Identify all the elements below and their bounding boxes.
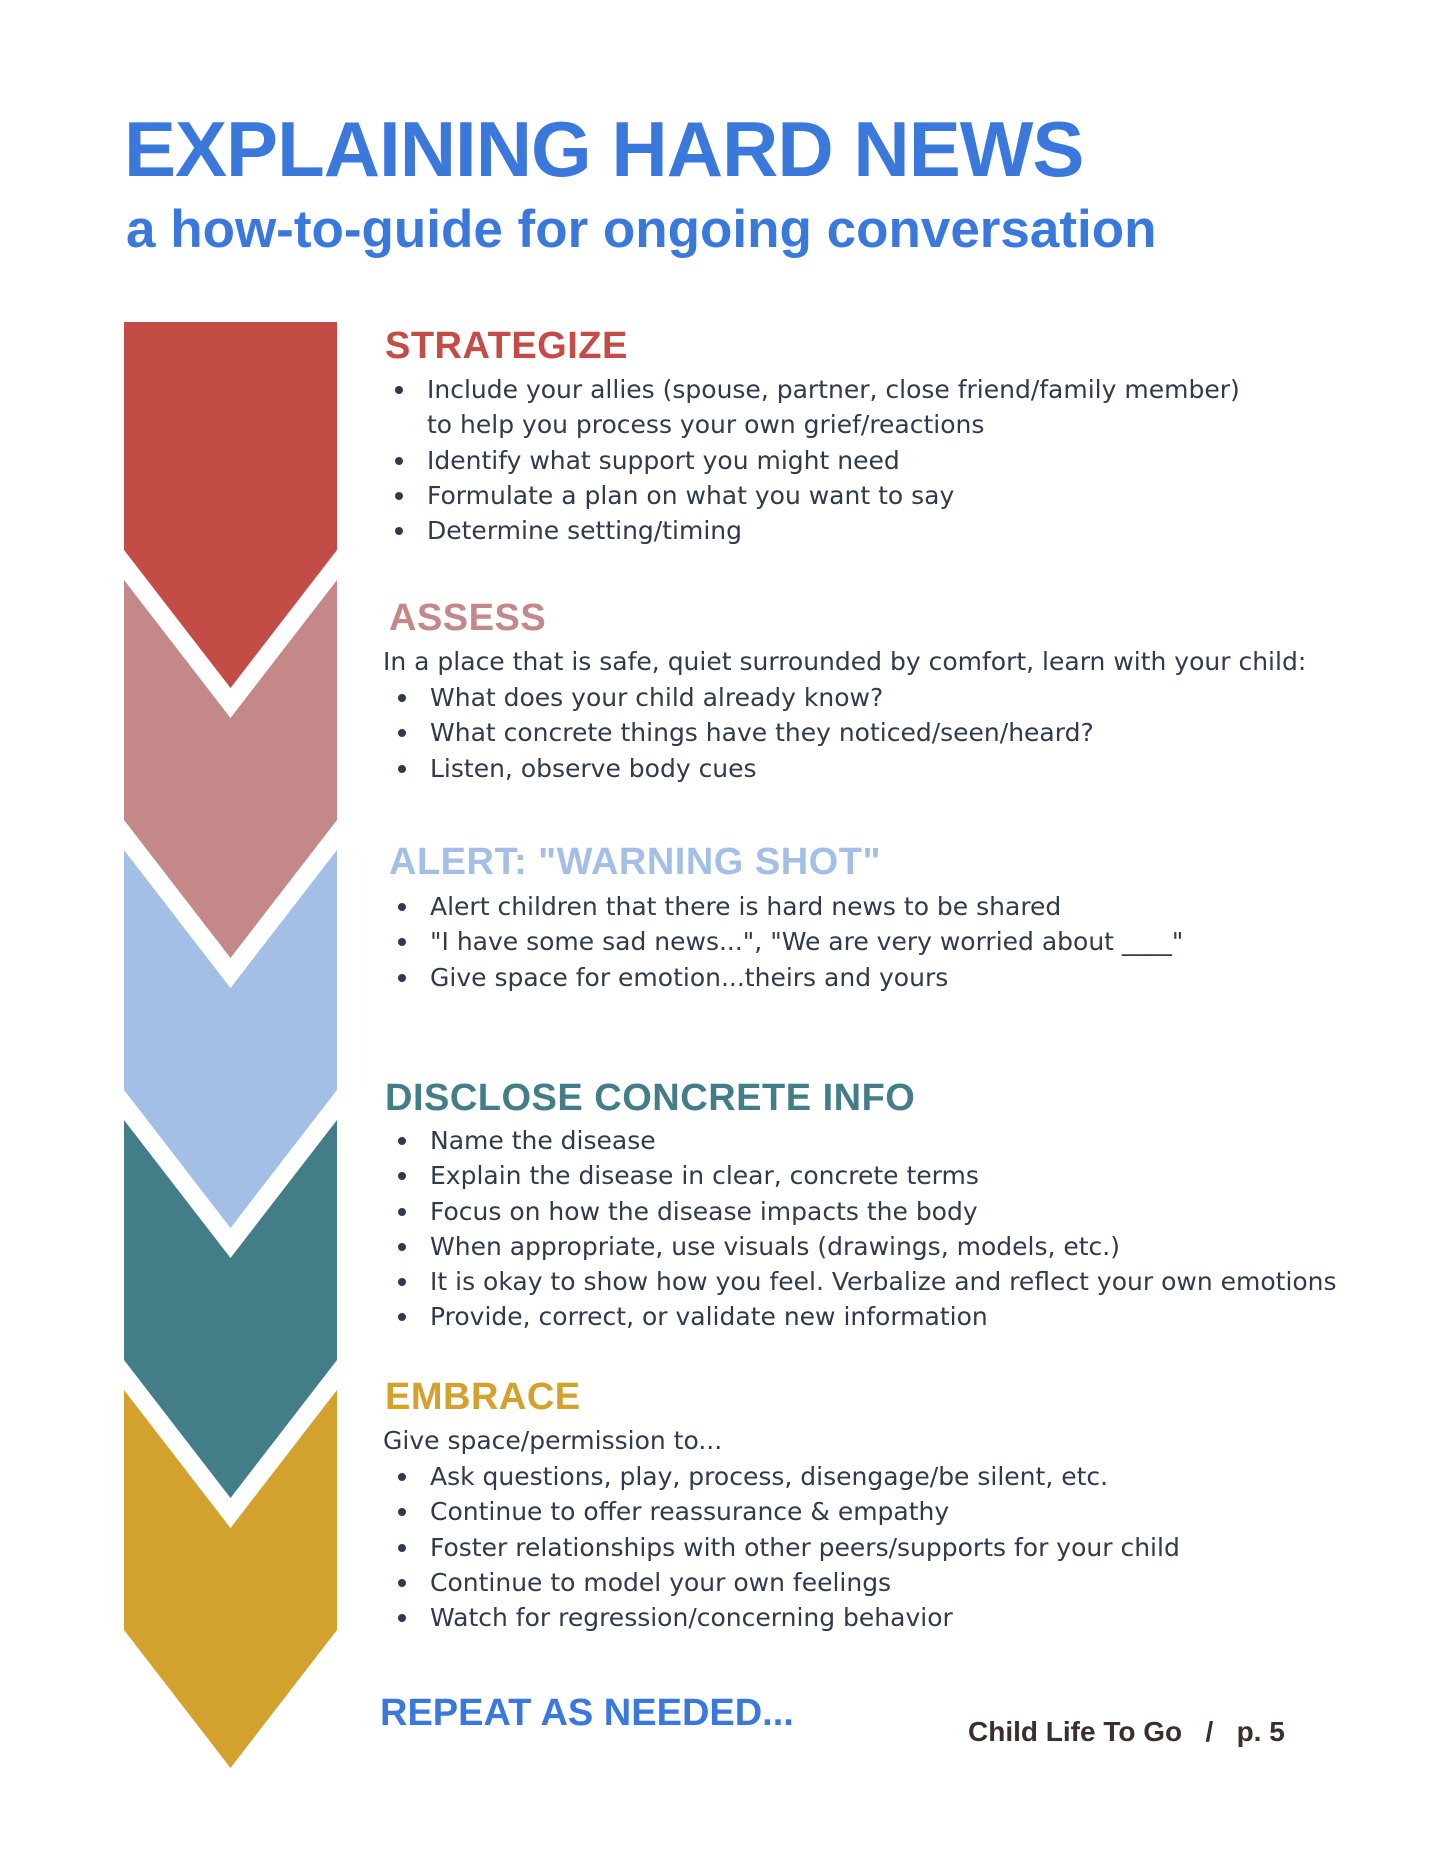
page-footer: Child Life To Go / p. 5 xyxy=(968,1716,1285,1747)
list-item: Ask questions, play, process, disengage/be silent, etc. xyxy=(398,1459,1180,1494)
list-item: Identify what support you might need xyxy=(395,443,1240,478)
list-item: What does your child already know? xyxy=(398,680,1094,715)
list-item: When appropriate, use visuals (drawings, models, etc.) xyxy=(398,1229,1337,1264)
list-item: Continue to offer reassurance & empathy xyxy=(398,1494,1180,1529)
section-intro: Give space/permission to... xyxy=(383,1426,723,1455)
section-heading: DISCLOSE CONCRETE INFO xyxy=(385,1077,916,1119)
list-item: Focus on how the disease impacts the body xyxy=(398,1194,1337,1229)
list-item: Foster relationships with other peers/supports for your child xyxy=(398,1530,1180,1565)
section-intro: In a place that is safe, quiet surrounded by comfort, learn with your child: xyxy=(383,647,1307,676)
list-item: Give space for emotion...theirs and yours xyxy=(398,960,1183,995)
page-subtitle: a how-to-guide for ongoing conversation xyxy=(126,200,1157,259)
section-heading: STRATEGIZE xyxy=(385,325,628,367)
bullet-list xyxy=(398,889,1183,995)
list-item-text: Include your allies (spouse, partner, close friend/family member) xyxy=(427,375,1240,404)
list-item: Continue to model your own feelings xyxy=(398,1565,1180,1600)
list-item-continuation: to help you process your own grief/reactions xyxy=(427,410,985,440)
list-item: Provide, correct, or validate new information xyxy=(398,1299,1337,1334)
list-item: Watch for regression/concerning behavior xyxy=(398,1600,1180,1635)
section-heading: ASSESS xyxy=(389,597,547,639)
list-item: "I have some sad news...", "We are very worried about ____" xyxy=(398,924,1183,959)
bullet-list xyxy=(398,1459,1180,1635)
bullet-list xyxy=(395,372,1240,548)
list-item: What concrete things have they noticed/seen/heard? xyxy=(398,715,1094,750)
list-item: Name the disease xyxy=(398,1123,1337,1158)
list-item: Listen, observe body cues xyxy=(398,751,1094,786)
list-item: Explain the disease in clear, concrete terms xyxy=(398,1158,1337,1193)
list-item: Alert children that there is hard news to be shared xyxy=(398,889,1183,924)
list-item xyxy=(395,372,1240,443)
list-item: It is okay to show how you feel. Verbalize and reflect your own emotions xyxy=(398,1264,1337,1299)
list-item: Determine setting/timing xyxy=(395,513,1240,548)
page-title: EXPLAINING HARD NEWS xyxy=(124,105,1084,193)
section-heading: EMBRACE xyxy=(385,1376,581,1418)
list-item: Formulate a plan on what you want to say xyxy=(395,478,1240,513)
section-heading: ALERT: "WARNING SHOT" xyxy=(389,841,881,883)
bullet-list xyxy=(398,1123,1337,1335)
repeat-as-needed: REPEAT AS NEEDED... xyxy=(380,1692,794,1734)
bullet-list xyxy=(398,680,1094,786)
